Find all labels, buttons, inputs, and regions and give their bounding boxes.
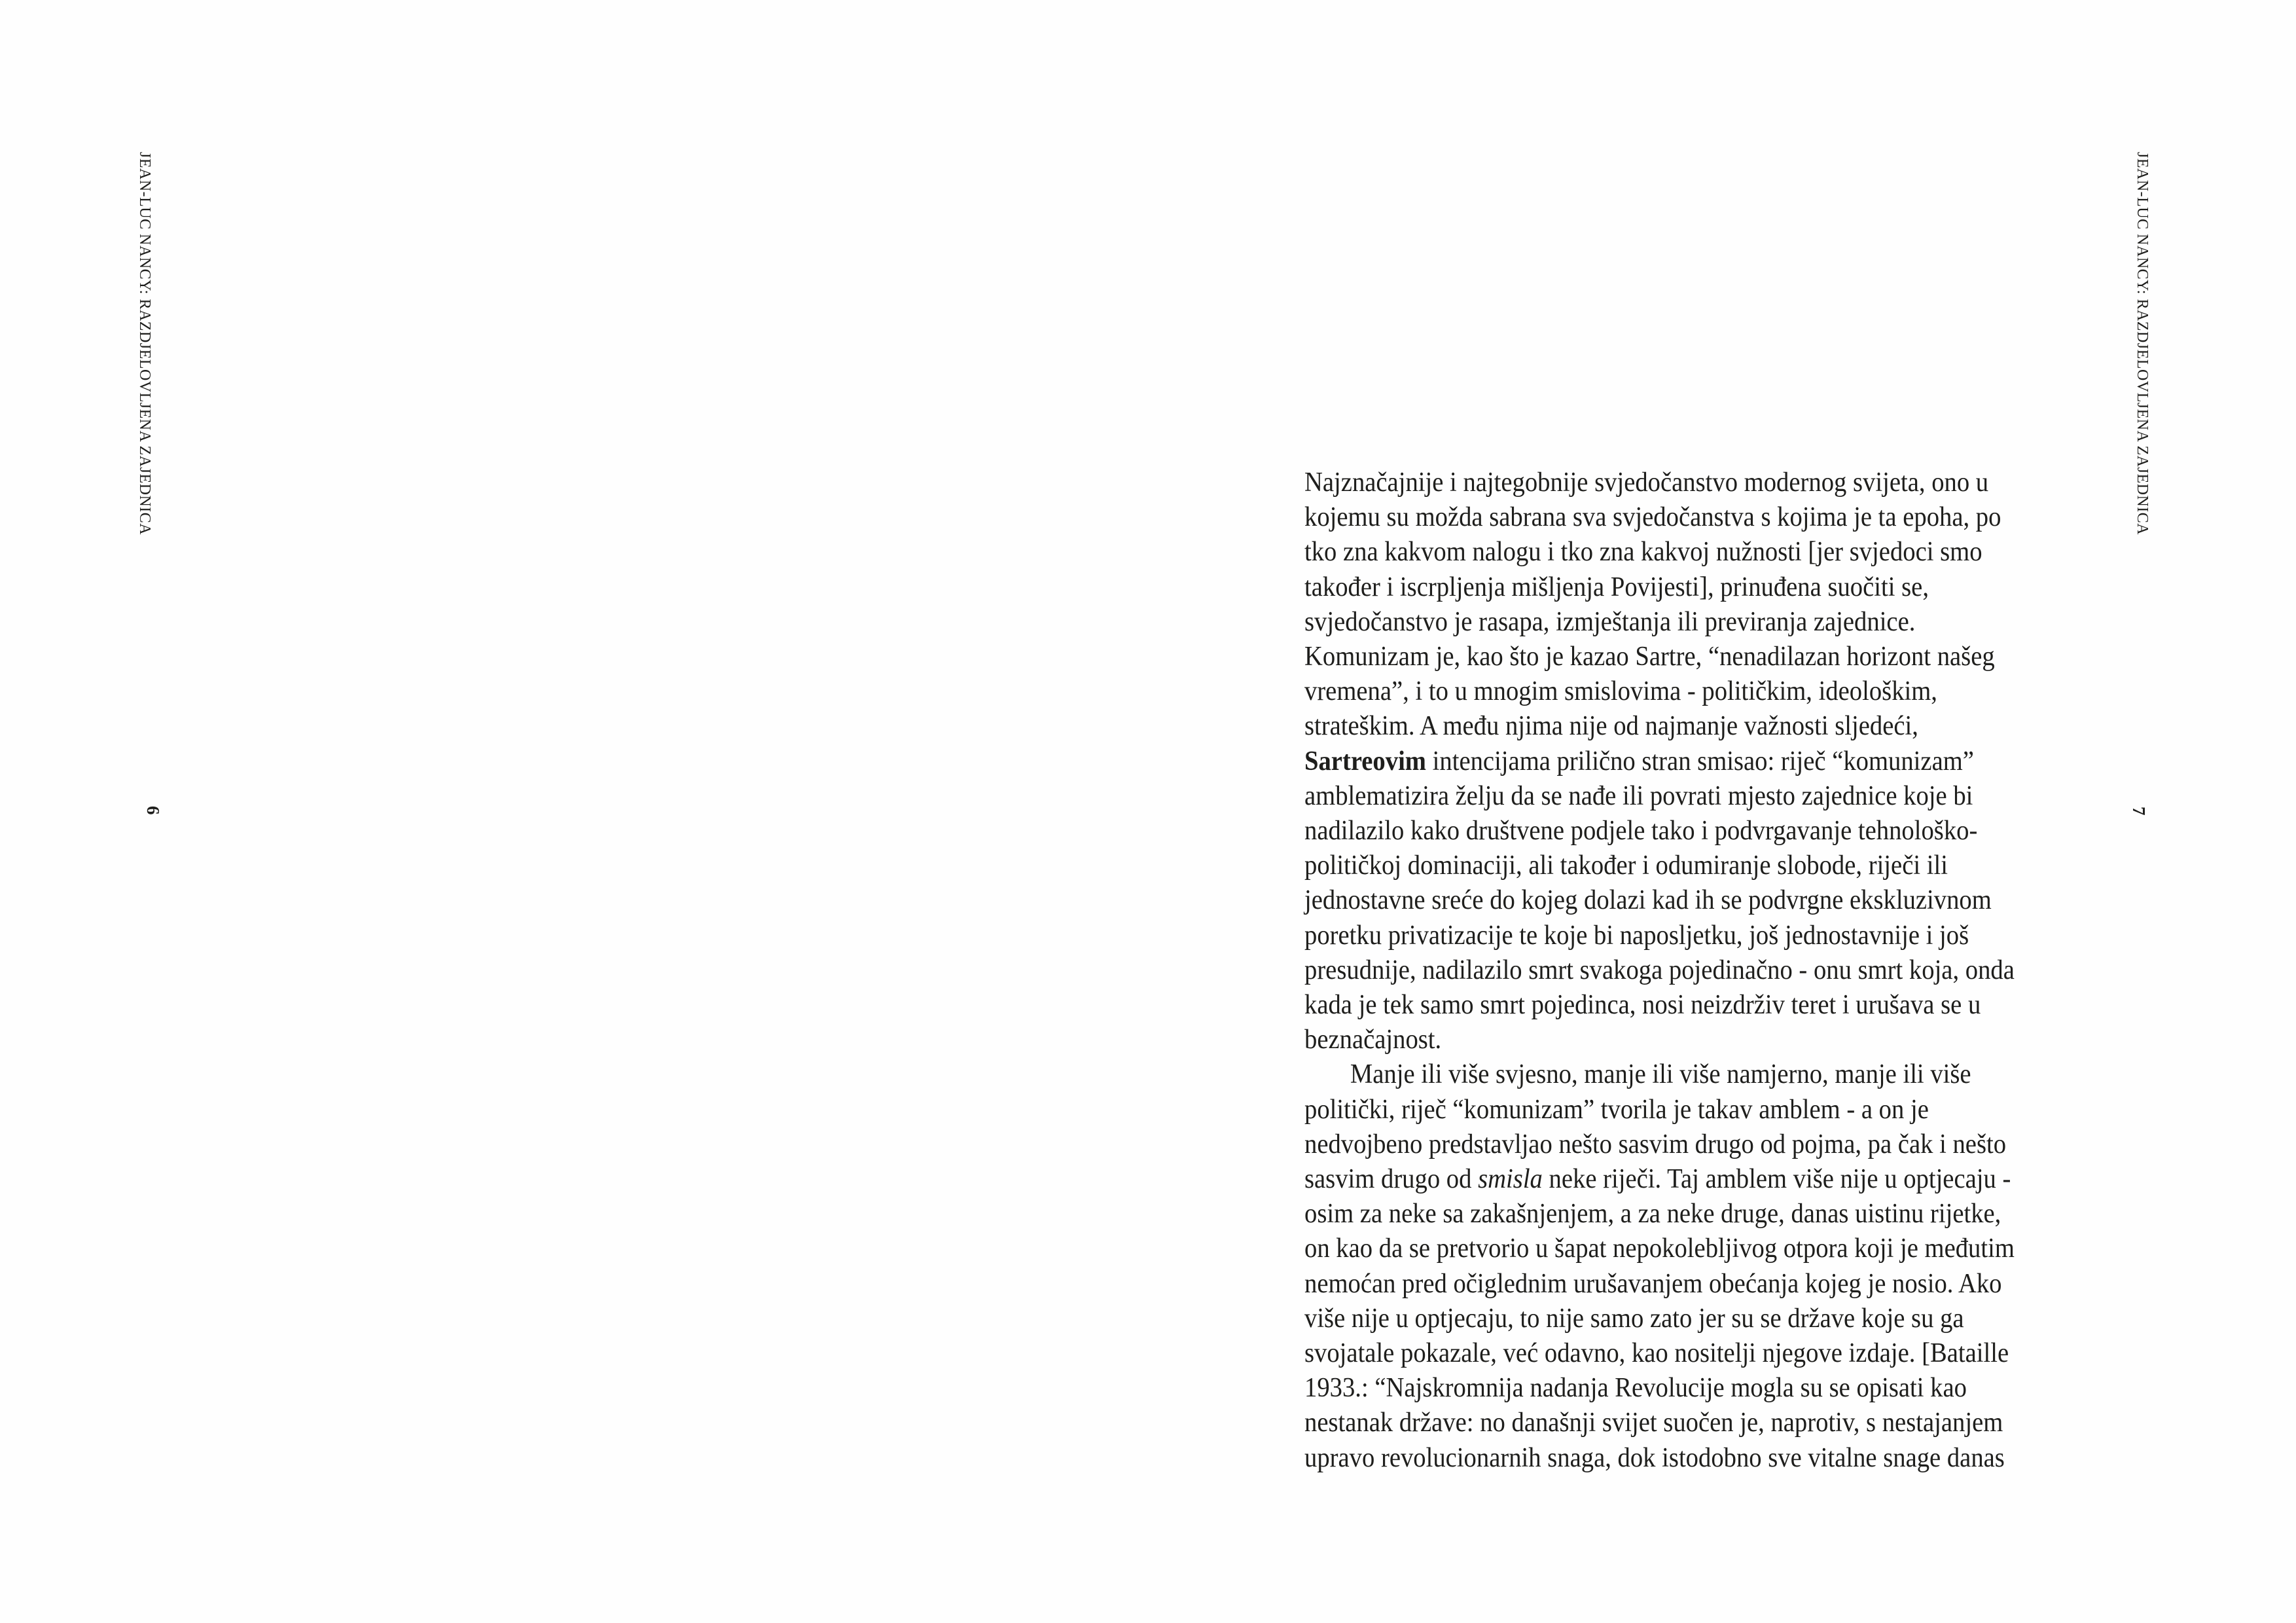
text-segment: tko zna kakvom nalogu i tko zna kakvoj nužnosti [jer svjedoci smo	[1304, 537, 1982, 568]
text-line	[1304, 674, 2123, 709]
text-line	[1304, 1441, 2123, 1476]
text-line	[1304, 883, 2123, 918]
text-segment: političkoj dominaciji, ali također i odumiranje slobode, riječi ili	[1304, 850, 1948, 881]
text-line	[1304, 605, 2123, 640]
text-line	[1304, 1057, 2123, 1092]
text-line	[1304, 1093, 2123, 1127]
text-segment: poretku privatizacije te koje bi naposljetku, još jednostavnije i još	[1304, 920, 1969, 951]
page-number-left: 6	[143, 806, 163, 815]
text-line	[1304, 1023, 2123, 1057]
text-segment: osim za neke sa zakašnjenjem, a za neke druge, danas uistinu rijetke,	[1304, 1199, 2001, 1230]
text-segment: kojemu su možda sabrana sva svjedočanstva s kojima je ta epoha, po	[1304, 502, 2001, 533]
text-segment: upravo revolucionarnih snaga, dok istodobno sve vitalne snage danas	[1304, 1442, 2005, 1473]
text-line	[1304, 1267, 2123, 1302]
text-segment: Najznačajnije i najtegobnije svjedočanstvo modernog svijeta, ono u	[1304, 467, 1989, 498]
text-line	[1304, 640, 2123, 674]
text-segment: također i iscrpljenja mišljenja Povijesti], prinuđena suočiti se,	[1304, 572, 1929, 602]
text-line	[1304, 953, 2123, 988]
text-segment: amblematizira želju da se nađe ili povrati mjesto zajednice koje bi	[1304, 780, 1973, 811]
text-line	[1304, 500, 2123, 535]
page-number-right: 7	[2129, 807, 2149, 816]
text-segment: neke riječi. Taj amblem više nije u optjecaju -	[1542, 1164, 2011, 1195]
body-text	[1304, 465, 2123, 1476]
text-line	[1304, 1336, 2123, 1371]
text-segment: nadilazilo kako društvene podjele tako i podvrgavanje tehnološko-	[1304, 816, 1978, 847]
text-line	[1304, 1231, 2123, 1266]
text-segment: on kao da se pretvorio u šapat nepokolebljivog otpora koji je međutim	[1304, 1233, 2015, 1264]
italic-text: smisla	[1478, 1164, 1543, 1195]
text-line	[1304, 1197, 2123, 1231]
text-line	[1304, 814, 2123, 848]
text-segment: nestanak države: no današnji svijet suočen je, naprotiv, s nestajanjem	[1304, 1408, 2003, 1438]
text-segment: jednostavne sreće do kojeg dolazi kad ih se podvrgne ekskluzivnom	[1304, 885, 1992, 916]
text-segment: presudnije, nadilazilo smrt svakoga pojedinačno - onu smrt koja, onda	[1304, 955, 2015, 985]
text-line	[1304, 1406, 2123, 1440]
text-line	[1304, 744, 2123, 779]
text-segment: 1933.: “Najskromnija nadanja Revolucije mogla su se opisati kao	[1304, 1373, 1967, 1404]
bold-text: Sartreovim	[1304, 746, 1426, 776]
text-segment: intencijama prilično stran smisao: riječ “komunizam”	[1426, 746, 1974, 776]
text-line	[1304, 1302, 2123, 1336]
text-segment: nemoćan pred očiglednim urušavanjem obećanja kojeg je nosio. Ako	[1304, 1268, 2002, 1299]
text-segment: kada je tek samo smrt pojedinca, nosi neizdrživ teret i urušava se u	[1304, 990, 1981, 1021]
text-segment: beznačajnost.	[1304, 1025, 1442, 1055]
text-line	[1304, 465, 2123, 500]
text-line	[1304, 709, 2123, 744]
text-segment: nedvojbeno predstavljao nešto sasvim drugo od pojma, pa čak i nešto	[1304, 1129, 2007, 1159]
running-title-left: JEAN-LUC NANCY: RAZDJELOVLJENA ZAJEDNICA	[136, 152, 153, 536]
text-segment: sasvim drugo od	[1304, 1164, 1479, 1195]
text-segment: vremena”, i to u mnogim smislovima - političkim, ideološkim,	[1304, 676, 1937, 707]
text-line	[1304, 535, 2123, 570]
text-line	[1304, 1371, 2123, 1406]
text-segment: svojatale pokazale, već odavno, kao nositelji njegove izdaje. [Bataille	[1304, 1338, 2009, 1369]
text-line	[1304, 988, 2123, 1023]
text-line	[1304, 848, 2123, 883]
text-segment: politički, riječ “komunizam” tvorila je takav amblem - a on je	[1304, 1094, 1929, 1125]
text-line	[1304, 919, 2123, 953]
text-line	[1304, 779, 2123, 814]
text-segment: strateškim. A među njima nije od najmanje važnosti sljedeći,	[1304, 711, 1918, 742]
text-segment: Komunizam je, kao što je kazao Sartre, “nenadilazan horizont našeg	[1304, 642, 1995, 672]
text-line	[1304, 570, 2123, 605]
paragraph	[1304, 1057, 2123, 1475]
paragraph	[1304, 465, 2123, 1057]
text-segment: svjedočanstvo je rasapa, izmještanja ili previranja zajednice.	[1304, 606, 1916, 637]
text-line	[1304, 1162, 2123, 1197]
text-segment: više nije u optjecaju, to nije samo zato jer su se države koje su ga	[1304, 1303, 1964, 1334]
text-segment: Manje ili više svjesno, manje ili više namjerno, manje ili više	[1350, 1059, 1971, 1090]
text-line	[1304, 1127, 2123, 1162]
running-title-right: JEAN-LUC NANCY: RAZDJELOVLJENA ZAJEDNICA	[2134, 152, 2151, 536]
